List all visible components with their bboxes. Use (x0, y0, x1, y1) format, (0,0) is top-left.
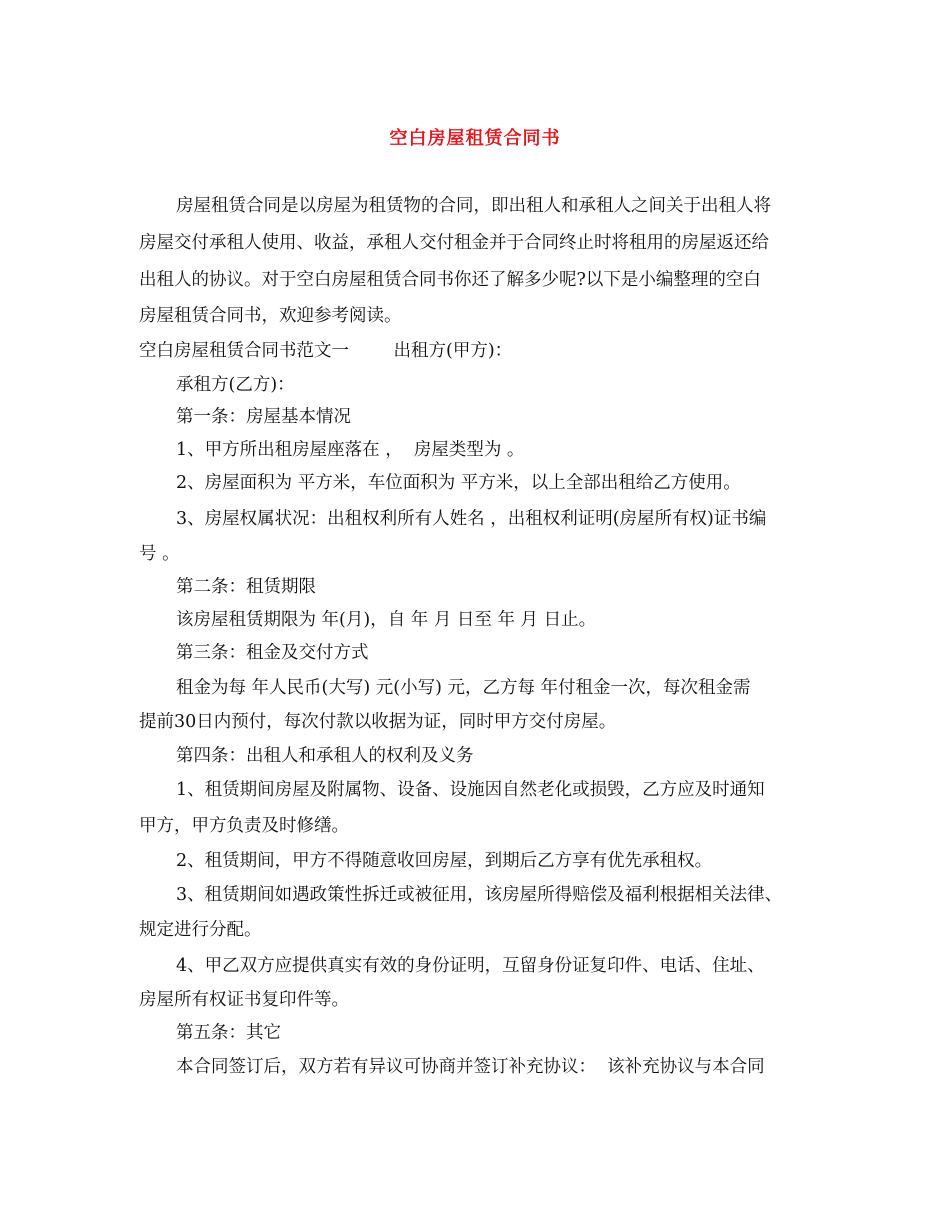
body-line: 规定进行分配。 (139, 920, 262, 940)
body-line: 甲方，甲方负责及时修缮。 (139, 816, 349, 836)
body-line: 1、甲方所出租房屋座落在 ， 房屋类型为 。 (176, 440, 525, 460)
body-line: 2、房屋面积为 平方米，车位面积为 平方米，以上全部出租给乙方使用。 (176, 473, 741, 493)
section-heading: 第五条：其它 (176, 1023, 281, 1043)
body-line: 该房屋租赁期限为 年(月)，自 年 月 日至 年 月 日止。 (176, 610, 597, 630)
intro-line: 出租人的协议。对于空白房屋租赁合同书你还了解多少呢?以下是小编整理的空白 (139, 270, 761, 290)
document-title: 空白房屋租赁合同书 (389, 128, 561, 149)
body-line: 2、租赁期间，甲方不得随意收回房屋，到期后乙方享有优先承租权。 (176, 851, 713, 871)
section-heading: 第二条：租赁期限 (176, 577, 316, 597)
body-line: 3、租赁期间如遇政策性拆迁或被征用，该房屋所得赔偿及福利根据相关法律、 (176, 885, 783, 905)
section-heading: 第一条：房屋基本情况 (176, 407, 351, 427)
body-line: 号 。 (139, 544, 180, 564)
body-line: 空白房屋租赁合同书范文一 出租方(甲方)： (139, 341, 513, 361)
intro-line: 房屋交付承租人使用、收益，承租人交付租金并于合同终止时将租用的房屋返还给 (139, 233, 769, 253)
body-line: 本合同签订后，双方若有异议可协商并签订补充协议： 该补充协议与本合同 (176, 1057, 765, 1077)
body-line: 租金为每 年人民币(大写) 元(小写) 元，乙方每 年付租金一次，每次租金需 (176, 678, 751, 698)
section-heading: 第四条：出租人和承租人的权利及义务 (176, 746, 474, 766)
section-heading: 第三条：租金及交付方式 (176, 643, 369, 663)
body-line: 提前30日内预付，每次付款以收据为证，同时甲方交付房屋。 (139, 712, 617, 732)
body-line: 房屋所有权证书复印件等。 (139, 990, 349, 1010)
intro-line: 房屋租赁合同书，欢迎参考阅读。 (139, 306, 402, 326)
body-line: 1、租赁期间房屋及附属物、设备、设施因自然老化或损毁，乙方应及时通知 (176, 780, 765, 800)
body-line: 3、房屋权属状况：出租权利所有人姓名 ，出租权利证明(房屋所有权)证书编 (176, 509, 767, 529)
body-line: 承租方(乙方)： (176, 375, 295, 395)
body-line: 4、甲乙双方应提供真实有效的身份证明，互留身份证复印件、电话、住址、 (176, 956, 765, 976)
intro-line: 房屋租赁合同是以房屋为租赁物的合同，即出租人和承租人之间关于出租人将 (176, 196, 771, 216)
